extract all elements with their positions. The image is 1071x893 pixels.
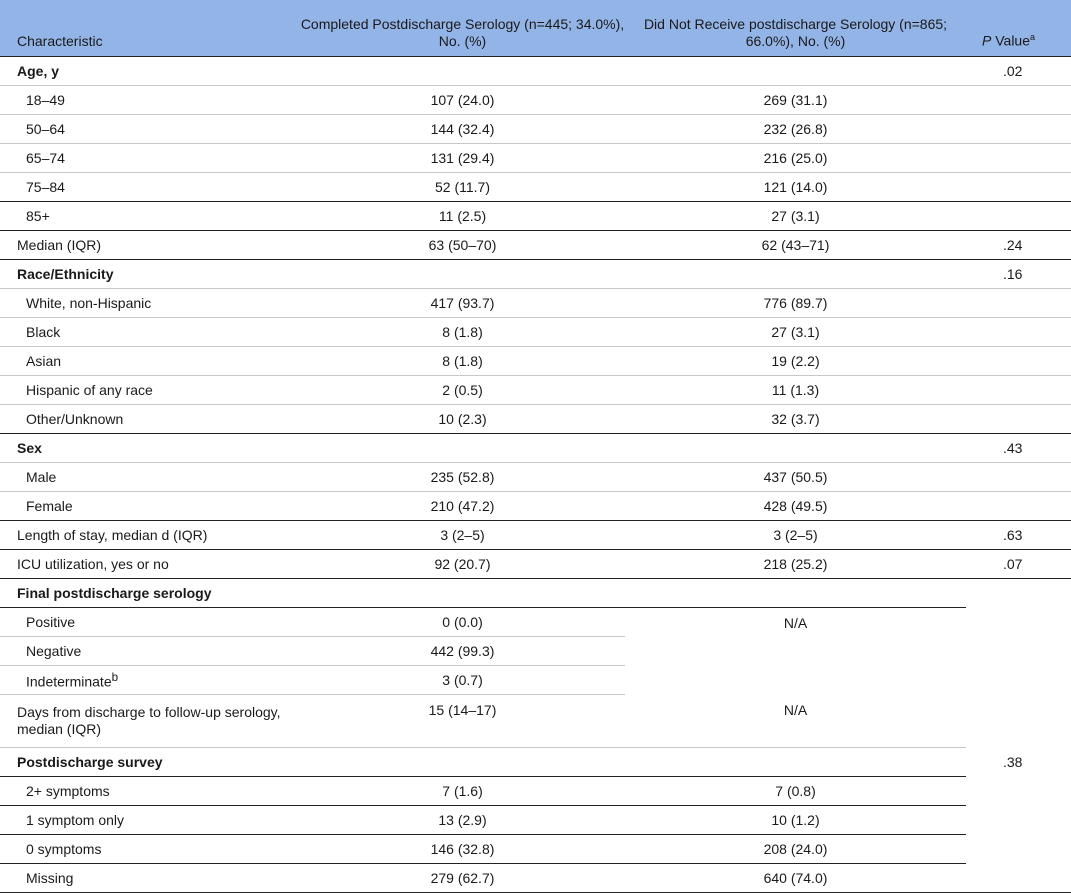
row-label: Positive bbox=[0, 608, 300, 637]
completed-value: 15 (14–17) bbox=[300, 695, 625, 748]
row-label: 75–84 bbox=[0, 173, 300, 202]
section-row-sex bbox=[0, 434, 1071, 463]
table-row bbox=[0, 405, 1071, 434]
p-value: .24 bbox=[966, 231, 1071, 260]
p-value: .43 bbox=[966, 434, 1071, 463]
not-received-value: 62 (43–71) bbox=[625, 231, 966, 260]
table-row bbox=[0, 318, 1071, 347]
completed-value: 13 (2.9) bbox=[300, 806, 625, 835]
completed-value: 8 (1.8) bbox=[300, 318, 625, 347]
not-received-value: 27 (3.1) bbox=[625, 202, 966, 231]
not-received-value: 3 (2–5) bbox=[625, 521, 966, 550]
table-row bbox=[0, 463, 1071, 492]
header-not-received: Did Not Receive postdischarge Serology (n=865; 66.0%), No. (%) bbox=[643, 16, 948, 49]
not-received-value: 208 (24.0) bbox=[625, 835, 966, 864]
table-row-median-age bbox=[0, 231, 1071, 260]
section-row-age bbox=[0, 57, 1071, 86]
section-row-race bbox=[0, 260, 1071, 289]
row-label: White, non-Hispanic bbox=[0, 289, 300, 318]
not-received-value: 216 (25.0) bbox=[625, 144, 966, 173]
row-label: Days from discharge to follow-up serology, median (IQR) bbox=[0, 695, 300, 748]
not-received-value: N/A bbox=[625, 695, 966, 748]
section-label: Age, y bbox=[0, 57, 300, 86]
section-label: Postdischarge survey bbox=[0, 748, 300, 777]
row-label: Length of stay, median d (IQR) bbox=[0, 521, 300, 550]
not-received-value: 27 (3.1) bbox=[625, 318, 966, 347]
table-row bbox=[0, 864, 1071, 893]
row-label: 1 symptom only bbox=[0, 806, 300, 835]
row-label: 65–74 bbox=[0, 144, 300, 173]
row-label: Negative bbox=[0, 637, 300, 666]
table-row bbox=[0, 86, 1071, 115]
completed-value: 279 (62.7) bbox=[300, 864, 625, 893]
table-row bbox=[0, 835, 1071, 864]
section-label: Final postdischarge serology bbox=[0, 579, 300, 608]
not-received-value: 232 (26.8) bbox=[625, 115, 966, 144]
completed-value: 2 (0.5) bbox=[300, 376, 625, 405]
not-received-value: 10 (1.2) bbox=[625, 806, 966, 835]
table-row bbox=[0, 289, 1071, 318]
table-row bbox=[0, 806, 1071, 835]
p-value: .63 bbox=[966, 521, 1071, 550]
header-p-value: P Value$^a$ bbox=[982, 32, 1036, 49]
row-label: Other/Unknown bbox=[0, 405, 300, 434]
table-row bbox=[0, 347, 1071, 376]
completed-value: 417 (93.7) bbox=[300, 289, 625, 318]
not-received-value: 437 (50.5) bbox=[625, 463, 966, 492]
table-row bbox=[0, 173, 1071, 202]
row-label: Asian bbox=[0, 347, 300, 376]
completed-value: 7 (1.6) bbox=[300, 777, 625, 806]
row-label: 18–49 bbox=[0, 86, 300, 115]
row-label: Missing bbox=[0, 864, 300, 893]
completed-value: 92 (20.7) bbox=[300, 550, 625, 579]
not-received-value: 121 (14.0) bbox=[625, 173, 966, 202]
completed-value: 63 (50–70) bbox=[300, 231, 625, 260]
completed-value: 11 (2.5) bbox=[300, 202, 625, 231]
row-label: ICU utilization, yes or no bbox=[0, 550, 300, 579]
not-received-value: 218 (25.2) bbox=[625, 550, 966, 579]
table-row bbox=[0, 777, 1071, 806]
completed-value: 210 (47.2) bbox=[300, 492, 625, 521]
table-row bbox=[0, 492, 1071, 521]
completed-value: 3 (2–5) bbox=[300, 521, 625, 550]
row-label: 0 symptoms bbox=[0, 835, 300, 864]
not-received-value: 428 (49.5) bbox=[625, 492, 966, 521]
row-label: Indeterminate$^b$ bbox=[0, 666, 300, 695]
not-received-value: N/A bbox=[783, 615, 808, 631]
table-header-row bbox=[0, 0, 1071, 57]
table-row bbox=[0, 144, 1071, 173]
table-row-icu bbox=[0, 550, 1071, 579]
table-row-length-of-stay bbox=[0, 521, 1071, 550]
p-value: .07 bbox=[966, 550, 1071, 579]
completed-value: 52 (11.7) bbox=[300, 173, 625, 202]
completed-value: 10 (2.3) bbox=[300, 405, 625, 434]
completed-value: 8 (1.8) bbox=[300, 347, 625, 376]
p-value: .38 bbox=[966, 748, 1071, 893]
not-received-value: 640 (74.0) bbox=[625, 864, 966, 893]
p-value: .02 bbox=[966, 57, 1071, 86]
not-received-value: 269 (31.1) bbox=[625, 86, 966, 115]
completed-value: 3 (0.7) bbox=[300, 666, 625, 695]
p-value: .16 bbox=[966, 260, 1071, 289]
section-label: Race/Ethnicity bbox=[0, 260, 300, 289]
row-label: Median (IQR) bbox=[0, 231, 300, 260]
not-received-value: 776 (89.7) bbox=[625, 289, 966, 318]
table-row bbox=[0, 608, 1071, 637]
not-received-value: 32 (3.7) bbox=[625, 405, 966, 434]
completed-value: 442 (99.3) bbox=[300, 637, 625, 666]
section-row-serology bbox=[0, 579, 1071, 608]
not-received-value: 11 (1.3) bbox=[625, 376, 966, 405]
table-row bbox=[0, 202, 1071, 231]
header-completed: Completed Postdischarge Serology (n=445; 34.0%), No. (%) bbox=[300, 16, 625, 49]
header-characteristic: Characteristic bbox=[17, 33, 103, 49]
completed-value: 107 (24.0) bbox=[300, 86, 625, 115]
completed-value: 0 (0.0) bbox=[300, 608, 625, 637]
row-label: Hispanic of any race bbox=[0, 376, 300, 405]
completed-value: 146 (32.8) bbox=[300, 835, 625, 864]
row-label: 50–64 bbox=[0, 115, 300, 144]
row-label: 2+ symptoms bbox=[0, 777, 300, 806]
table-row bbox=[0, 376, 1071, 405]
row-label: Black bbox=[0, 318, 300, 347]
row-label: Male bbox=[0, 463, 300, 492]
section-row-survey bbox=[0, 748, 1071, 777]
not-received-value: 19 (2.2) bbox=[625, 347, 966, 376]
completed-value: 235 (52.8) bbox=[300, 463, 625, 492]
completed-value: 144 (32.4) bbox=[300, 115, 625, 144]
table-row bbox=[0, 115, 1071, 144]
section-label: Sex bbox=[0, 434, 300, 463]
not-received-value: 7 (0.8) bbox=[625, 777, 966, 806]
completed-value: 131 (29.4) bbox=[300, 144, 625, 173]
table-row-days-to-serology bbox=[0, 695, 1071, 748]
row-label: 85+ bbox=[0, 202, 300, 231]
row-label: Female bbox=[0, 492, 300, 521]
